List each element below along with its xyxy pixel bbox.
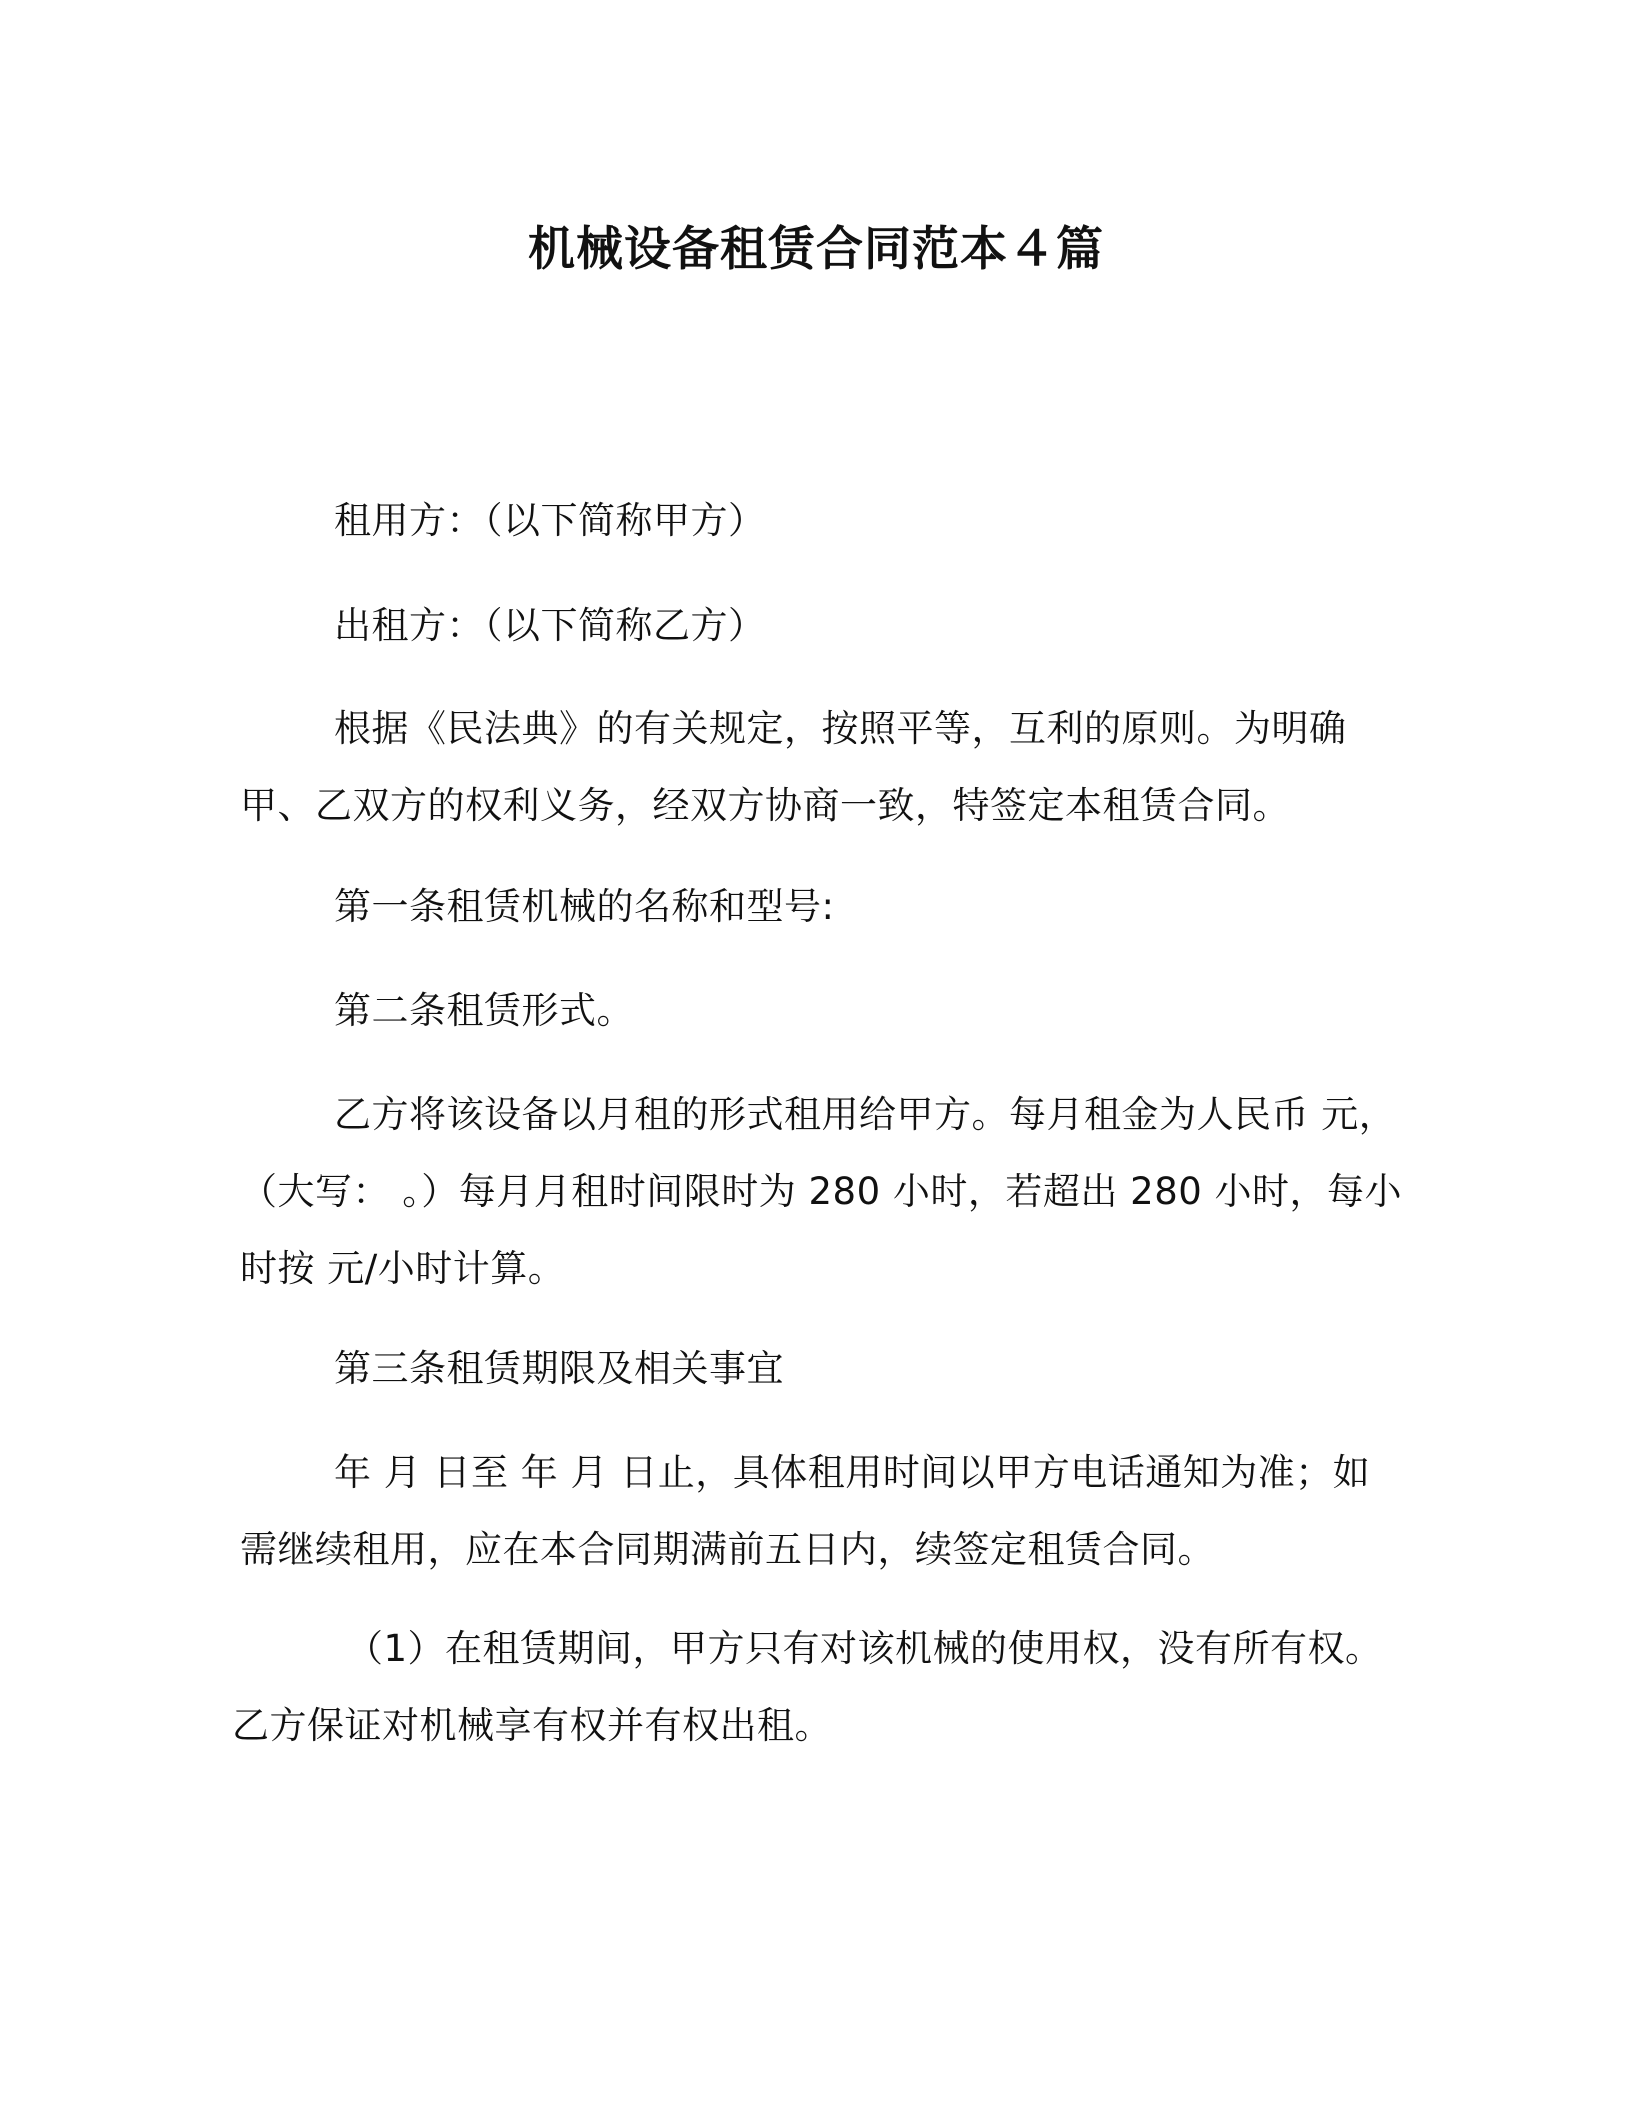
paragraph-rent-terms: 乙方将该设备以月租的形式租用给甲方。每月租金为人民币 元，（大写： 。）每月月租时间限时为 280 小时，若超出 280 小时，每小时按 元/小时计算。	[240, 1093, 1403, 1290]
paragraph-lease-period: 年 月 日至 年 月 日止，具体租用时间以甲方电话通知为准；如需继续租用，应在本合同期满前五日内，续签定租赁合同。	[240, 1451, 1371, 1571]
paragraph-lessor: 出租方：（以下简称乙方）	[334, 604, 766, 647]
paragraph-article-3: 第三条租赁期限及相关事宜	[334, 1347, 784, 1390]
paragraph-article-1: 第一条租赁机械的名称和型号:	[334, 885, 835, 928]
paragraph-item-1: （1）在租赁期间，甲方只有对该机械的使用权，没有所有权。乙方保证对机械享有权并有权出租。	[232, 1627, 1383, 1747]
paragraph-lessee: 租用方：（以下简称甲方）	[334, 499, 766, 542]
document-title: 机械设备租赁合同范本４篇	[528, 222, 1104, 277]
paragraph-preamble: 根据《民法典》的有关规定，按照平等，互利的原则。为明确甲、乙双方的权利义务，经双方协商一致，特签定本租赁合同。	[240, 707, 1347, 827]
paragraph-article-2: 第二条租赁形式。	[334, 989, 634, 1032]
